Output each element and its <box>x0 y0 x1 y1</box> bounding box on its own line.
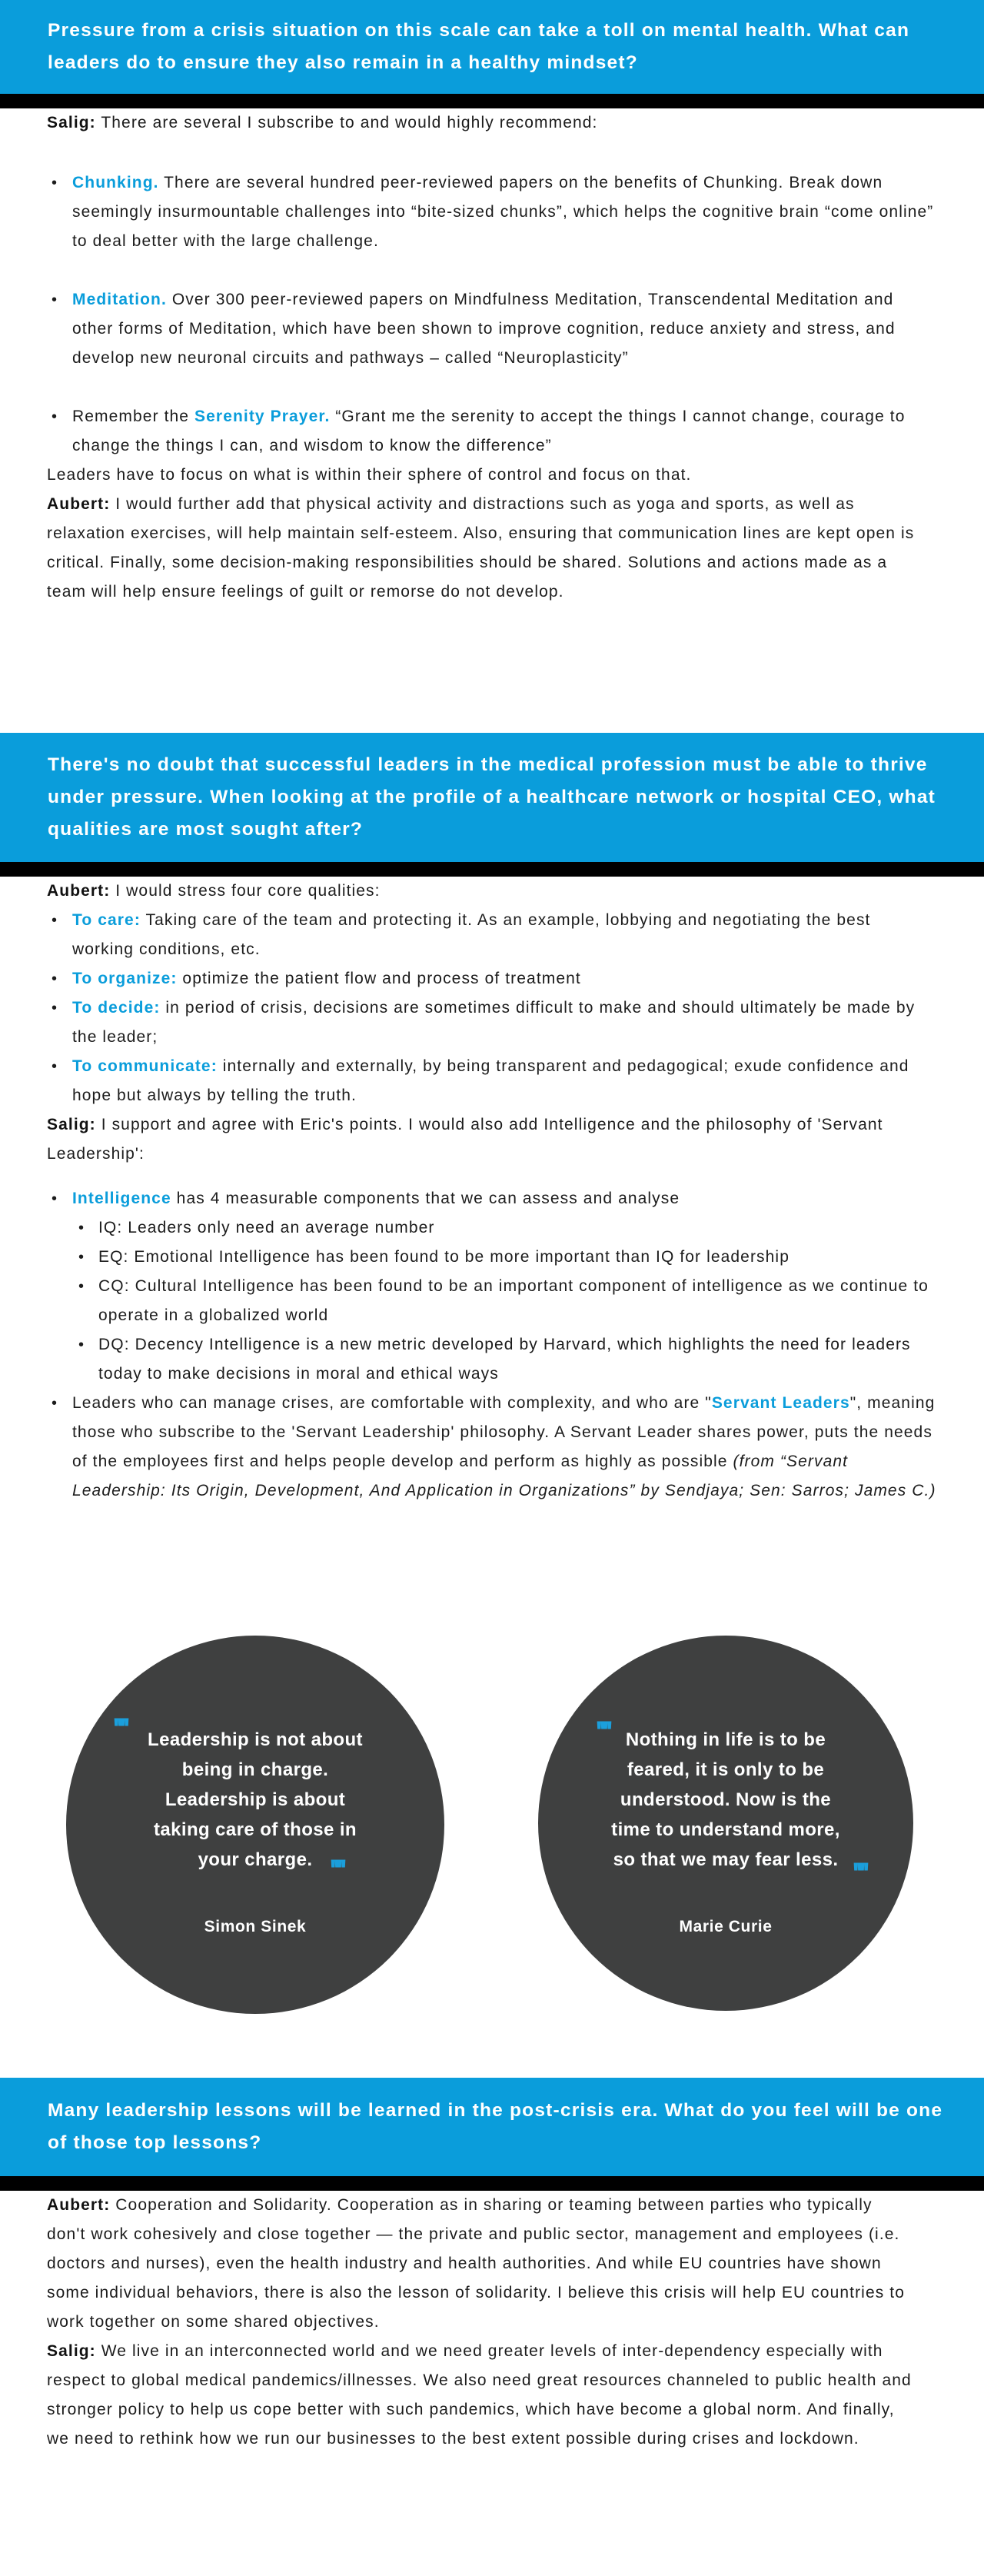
sub-bullet-item: • IQ: Leaders only need an average number <box>47 1213 942 1243</box>
bullet-item <box>47 964 937 993</box>
question-2-text: There's no doubt that successful leaders in the medical profession must be able to thrive under pressure. When looking at the profile of a healthcare network or hospital CEO, what qualities are most sought after? <box>48 754 936 840</box>
bullet-item <box>47 168 937 256</box>
bullet-text: Over 300 peer-reviewed papers on Mindfulness Meditation, Transcendental Meditation and other forms of Meditation, which have been shown to improve cognition, reduce anxiety and stress, and develop new neuronal circuits and pathways – called “Neuroplasticity” <box>72 291 896 367</box>
bullet-lead: To decide: <box>72 999 161 1017</box>
quote-text <box>66 1636 444 1875</box>
bullet-lead: To care: <box>72 911 141 929</box>
paragraph <box>47 2191 916 2337</box>
intelligence-bullet-list <box>47 1184 942 1506</box>
question-3-text: Many leadership lessons will be learned in the post-crisis era. What do you feel will be one of those top lessons? <box>48 2100 943 2153</box>
speaker-label: Aubert: <box>47 495 111 513</box>
paragraph <box>47 490 916 607</box>
bullet-lead: Chunking. <box>72 174 159 191</box>
bullet-text: “Grant me the serenity to accept the things I cannot change, courage to change the things I can, and wisdom to know the difference” <box>72 408 906 454</box>
bullet-text: Taking care of the team and protecting it. As an example, lobbying and negotiating the best working conditions, etc. <box>72 911 871 958</box>
paragraph: Leaders have to focus on what is within their sphere of control and focus on that. <box>47 466 692 484</box>
bullet-text: optimize the patient flow and process of treatment <box>177 970 581 987</box>
paragraph-text: I would further add that physical activity and distractions such as yoga and sports, as well as relaxation exercises, will help maintain self-esteem. Also, ensuring that communication lines are kept open is critical. Finally, some decision-making responsibilities should be shared. Solutions and actions made as a team will help ensure feelings of guilt or remorse do not develop. <box>47 495 915 601</box>
bullet-lead: Serenity Prayer. <box>194 408 331 425</box>
quote-circles-row <box>0 1617 984 2025</box>
question-banner-2 <box>0 733 984 862</box>
bullet-text: internally and externally, by being transparent and pedagogical; exude confidence and hope but always by telling the truth. <box>72 1057 909 1104</box>
quote-close-icon <box>329 1863 337 1879</box>
sub-bullet-item: • EQ: Emotional Intelligence has been found to be more important than IQ for leadership <box>47 1243 942 1272</box>
bullet-item <box>47 906 937 964</box>
divider-bar <box>0 94 984 108</box>
paragraph-text: I would stress four core qualities: <box>110 882 381 900</box>
answer-section-1 <box>0 108 984 733</box>
speaker-label: Salig: <box>47 1116 96 1133</box>
sub-bullet-list <box>47 1213 942 1389</box>
divider-bar <box>0 862 984 877</box>
bullet-item <box>47 402 937 461</box>
question-1-text: Pressure from a crisis situation on this scale can take a toll on mental health. What can leaders do to ensure they also remain in a healthy mindset? <box>48 20 910 73</box>
quote-close-icon <box>852 1866 859 1882</box>
paragraph <box>47 2337 916 2454</box>
speaker-label: Salig: <box>47 114 96 131</box>
bullet-item <box>47 1184 937 1213</box>
paragraph-text: There are several I subscribe to and would highly recommend: <box>95 114 598 131</box>
bullet-lead: Intelligence <box>72 1190 171 1207</box>
bullet-lead: Servant Leaders <box>711 1394 850 1412</box>
qualities-bullet-list <box>47 906 942 1110</box>
bullet-text: There are several hundred peer-reviewed papers on the benefits of Chunking. Break down seemingly insurmountable challenges into “bite-sized chunks”, which helps the cognitive brain “come online” to deal better with the large challenge. <box>72 174 934 250</box>
quote-open-icon <box>595 1725 603 1740</box>
citation-text: (from “Servant Leadership: Its Origin, Development, And Application in Organizations” by Sendjaya; Sen: Sarros; James C.) <box>72 1453 936 1499</box>
paragraph <box>47 108 916 138</box>
sub-bullet-item: • CQ: Cultural Intelligence has been found to be an important component of intelligence as we continue to operate in a globalized world <box>47 1272 942 1330</box>
quote-line: being in charge. <box>181 1759 329 1780</box>
answer-section-2 <box>0 877 984 1617</box>
bullet-item <box>47 1389 937 1506</box>
bullet-lead: Meditation. <box>72 291 167 308</box>
quote-line: so that we may fear less. <box>613 1849 839 1870</box>
quote-line: Leadership is not about <box>148 1729 363 1750</box>
bullet-lead: To organize: <box>72 970 178 987</box>
bullet-text: ", meaning those who subscribe to the 'Servant Leadership' philosophy. A Servant Leader shares power, puts the needs of the employees first and helps people develop and perform as highly as possible <box>72 1394 936 1470</box>
speaker-label: Salig: <box>47 2342 96 2360</box>
quote-line: taking care of those in <box>154 1819 357 1840</box>
paragraph-text: Cooperation and Solidarity. Cooperation as in sharing or teaming between parties who typically don't work cohesively and close together — the private and public sector, management and employees (i.e. doctors and nurses), even the health industry and health authorities. And while EU countries have shown some individual behaviors, there is also the lesson of solidarity. I believe this crisis will help EU countries to work together on some shared objectives. <box>47 2196 905 2331</box>
bullet-list <box>47 168 942 461</box>
quote-line: Nothing in life is to be <box>625 1729 826 1750</box>
question-banner-1 <box>0 0 984 94</box>
sub-bullet-item: • DQ: Decency Intelligence is a new metric developed by Harvard, which highlights the need for leaders today to make decisions in moral and ethical ways <box>47 1330 942 1389</box>
quote-line: time to understand more, <box>611 1819 840 1840</box>
bullet-text: in period of crisis, decisions are sometimes difficult to make and should ultimately be made by the leader; <box>72 999 916 1046</box>
speaker-label: Aubert: <box>47 2196 111 2214</box>
quote-open-icon <box>112 1722 120 1737</box>
bullet-lead: To communicate: <box>72 1057 218 1075</box>
bullet-text: has 4 measurable components that we can assess and analyse <box>171 1190 680 1207</box>
quote-circle-marie-curie <box>538 1636 913 2011</box>
quote-line: Leadership is about <box>165 1789 346 1810</box>
bullet-item <box>47 285 937 373</box>
quote-line: understood. Now is the <box>620 1789 832 1810</box>
quote-line: your charge. <box>198 1849 313 1870</box>
question-banner-3 <box>0 2078 984 2176</box>
bullet-pre-text: Remember the <box>72 408 195 425</box>
paragraph-text: We live in an interconnected world and we need greater levels of inter-dependency especially with respect to global medical pandemics/illnesses. We also need great resources channeled to public health and stronger policy to help us cope better with such pandemics, which have become a global norm. And finally, we need to rethink how we run our businesses to the best extent possible during crises and lockdown. <box>47 2342 912 2448</box>
paragraph <box>47 877 916 906</box>
paragraph <box>47 1110 916 1169</box>
quote-circle-simon-sinek <box>66 1636 444 2014</box>
quote-author: Marie Curie <box>679 1918 773 1935</box>
bullet-item <box>47 993 937 1052</box>
speaker-label: Aubert: <box>47 882 111 900</box>
quote-line: feared, it is only to be <box>627 1759 825 1780</box>
paragraph-text: I support and agree with Eric's points. I would also add Intelligence and the philosophy of 'Servant Leadership': <box>47 1116 883 1163</box>
bullet-pre-text: Leaders who can manage crises, are comfortable with complexity, and who are " <box>72 1394 712 1412</box>
answer-section-3 <box>0 2191 984 2576</box>
divider-bar <box>0 2176 984 2191</box>
quote-author: Simon Sinek <box>204 1918 307 1935</box>
quote-text <box>538 1636 913 1875</box>
bullet-item <box>47 1052 937 1110</box>
